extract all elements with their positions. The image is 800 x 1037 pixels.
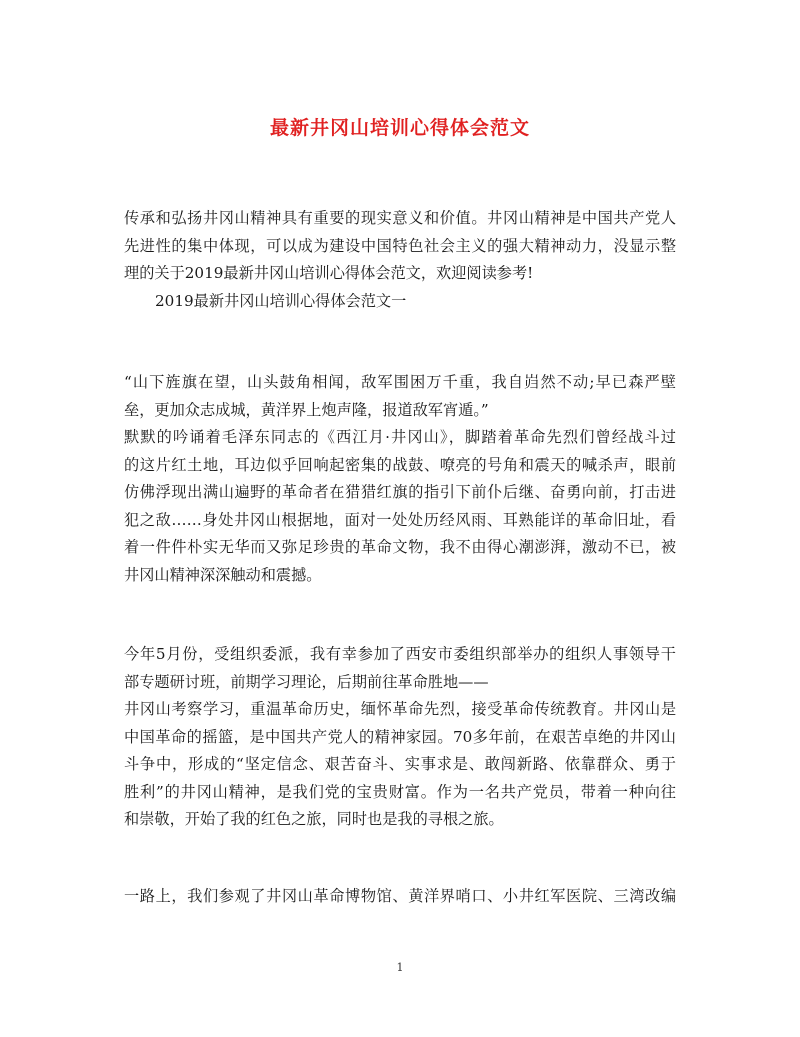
text-line: 的这片红土地，耳边似乎回响起密集的战鼓、嘹亮的号角和震天的喊杀声，眼前 — [124, 455, 676, 474]
text-line: 胜利”的井冈山精神，是我们党的宝贵财富。作为一名共产党员，带着一种向往 — [124, 782, 676, 801]
text-line: 先进性的集中体现，可以成为建设中国特色社会主义的强大精神动力，没显示整 — [124, 236, 676, 255]
text-line: 垒，更加众志成城，黄洋界上炮声隆，报道敌军宵遁。” — [124, 400, 489, 419]
text-line: 中国革命的摇篮，是中国共产党人的精神家园。70多年前，在艰苦卓绝的井冈山 — [124, 727, 676, 746]
text-line: 传承和弘扬井冈山精神具有重要的现实意义和价值。井冈山精神是中国共产党人 — [124, 209, 676, 227]
section-subtitle: 2019最新井冈山培训心得体会范文一 — [155, 291, 407, 310]
paragraph-training — [124, 641, 676, 834]
text-line: “山下旌旗在望，山头鼓角相闻，敌军围困万千重，我自岿然不动;早已森严壁 — [124, 373, 676, 391]
paragraph-intro — [124, 205, 676, 315]
text-line: 犯之敌……身处井冈山根据地，面对一处处历经风雨、耳熟能详的革命旧址，看 — [124, 510, 676, 529]
text-line: 仿佛浮现出满山遍野的革命者在猎猎红旗的指引下前仆后继、奋勇向前，打击进 — [124, 483, 676, 501]
text-line: 井冈山精神深深触动和震撼。 — [124, 565, 322, 584]
text-line: 井冈山考察学习，重温革命历史，缅怀革命先烈，接受革命传统教育。井冈山是 — [124, 700, 676, 718]
paragraph-tour — [124, 883, 676, 911]
text-line: 着一件件朴实无华而又弥足珍贵的革命文物，我不由得心潮澎湃，激动不已，被 — [124, 538, 676, 556]
text-line: 斗争中，形成的“坚定信念、艰苦奋斗、实事求是、敢闯新路、依靠群众、勇于 — [124, 755, 676, 773]
text-line: 部专题研讨班，前期学习理论，后期前往革命胜地—— — [124, 672, 489, 691]
page-number: 1 — [396, 961, 404, 974]
text-line: 和崇敬，开始了我的红色之旅，同时也是我的寻根之旅。 — [124, 810, 504, 828]
text-line: 理的关于2019最新井冈山培训心得体会范文，欢迎阅读参考! — [124, 264, 534, 282]
paragraph-poem — [124, 369, 676, 589]
text-line: 默默的吟诵着毛泽东同志的《西江月·井冈山》，脚踏着革命先烈们曾经战斗过 — [124, 428, 676, 446]
text-line: 今年5月份，受组织委派，我有幸参加了西安市委组织部举办的组织人事领导干 — [124, 645, 676, 663]
text-line: 一路上，我们参观了井冈山革命博物馆、黄洋界哨口、小井红军医院、三湾改编 — [124, 887, 676, 905]
document-title: 最新井冈山培训心得体会范文 — [269, 117, 530, 139]
